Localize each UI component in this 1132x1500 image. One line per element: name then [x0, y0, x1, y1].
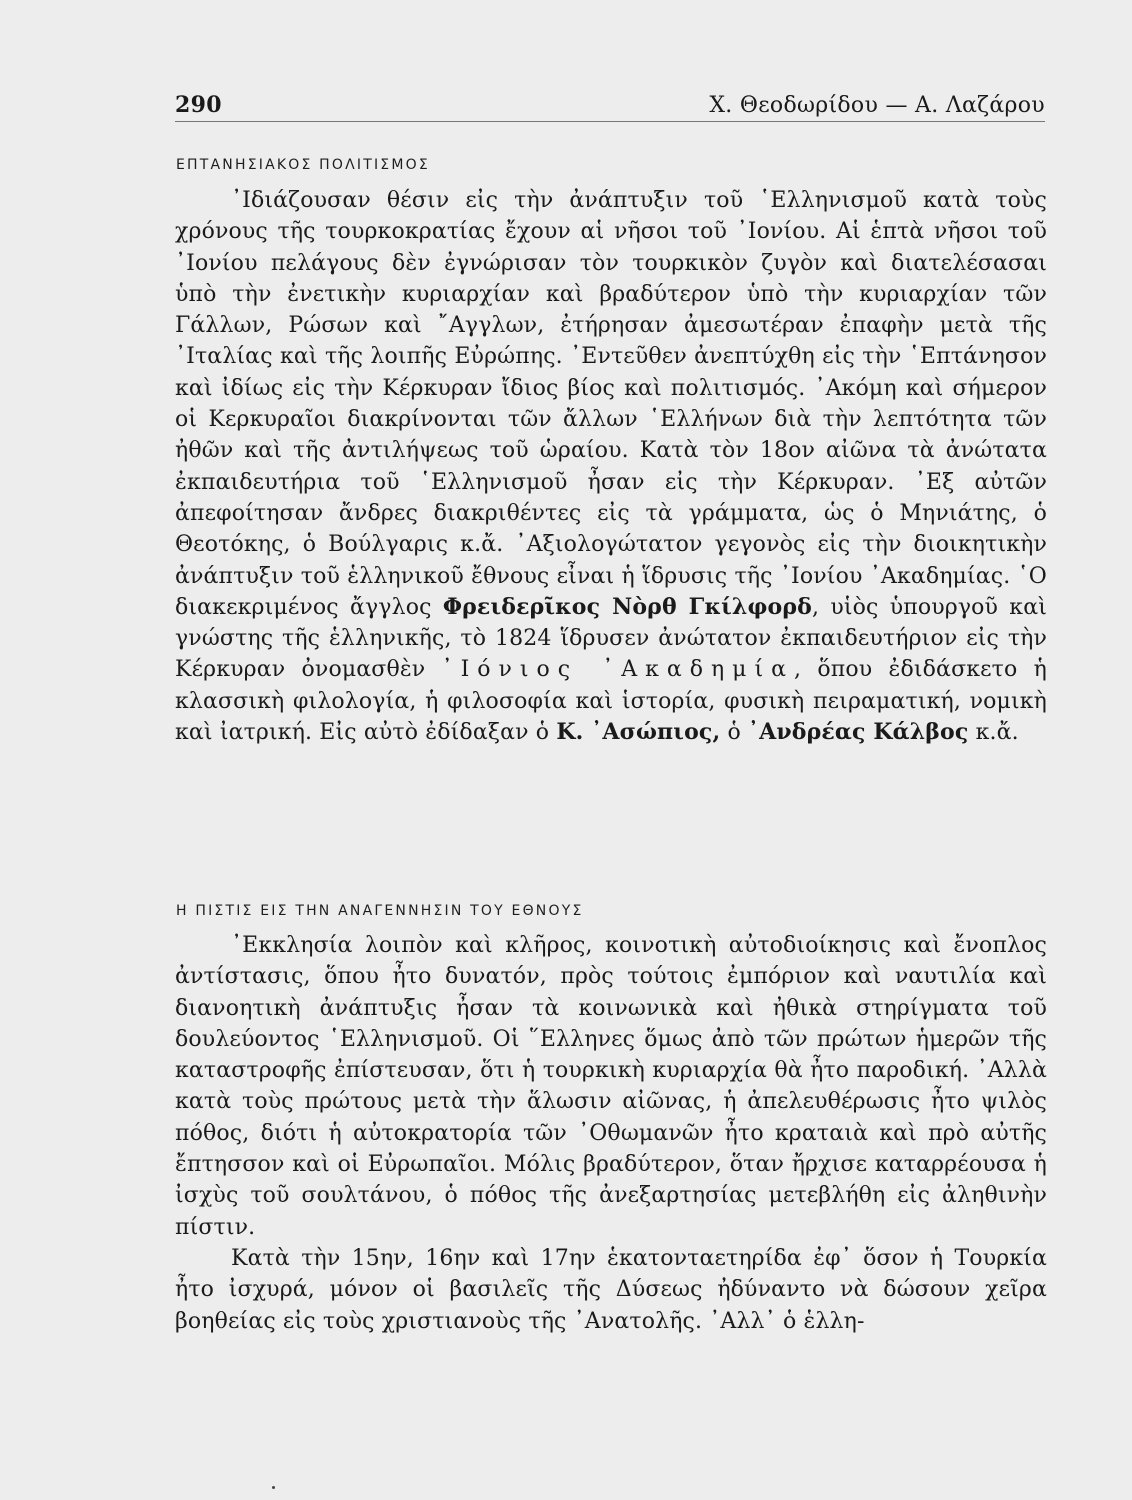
page-number: 290	[175, 92, 222, 118]
paragraph: ᾿Εκκλησία λοιπὸν καὶ κλῆρος, κοινοτικὴ αὐτοδιοίκησις καὶ ἔνοπλος ἀντίστασις, ὅπου ἦτο δυνατόν, πρὸς τούτοις ἐμπόριον καὶ ναυτιλία καὶ διανοητικὴ ἀνάπτυξις ἦσαν τὰ κοινωνικὰ καὶ ἠθικὰ στηρίγματα τοῦ δουλεύοντος ῾Ελληνισμοῦ. Οἱ ῞Ελληνες ὅμως ἀπὸ τῶν πρώτων ἡμερῶν τῆς καταστροφῆς ἐπίστευσαν, ὅτι ἡ τουρκικὴ κυριαρχία θὰ ἦτο παροδική. ᾿Αλλὰ κατὰ τοὺς πρώτους μετὰ τὴν ἅλωσιν αἰῶνας, ἡ ἀπελευθέρωσις ἦτο ψιλὸς πόθος, διότι ἡ αὐτοκρατορία τῶν ᾿Οθωμανῶν ἦτο κραταιὰ καὶ πρὸ αὐτῆς ἔπτησσον καὶ οἱ Εὐρωπαῖοι. Μόλις βραδύτερον, ὅταν ἤρχισε καταρρέουσα ἡ ἰσχὺς τοῦ σουλτάνου, ὁ πόθος τῆς ἀνεξαρτησίας μετεβλήθη εἰς ἀληθινὴν πίστιν.	[175, 933, 1047, 1240]
paragraph-text: , ὅπου ἐδιδάσκετο ἡ κλασσικὴ φιλολογία, ἡ φιλοσοφία καὶ ἱστορία, φυσικὴ πειραματική, νομικὴ καὶ ἰατρική. Εἰς αὐτὸ ἐδίδαξαν ὁ	[175, 657, 1047, 746]
paragraph	[175, 185, 1047, 748]
section-body-pistis	[175, 930, 1047, 1337]
page-header	[175, 84, 1045, 118]
header-rule	[175, 121, 1045, 122]
bold-name-guilford: Φρειδερῖκος Νὸρθ Γκίλφορδ	[442, 593, 812, 620]
paragraph-text: ᾿Ιδιάζουσαν θέσιν εἰς τὴν ἀνάπτυξιν τοῦ ῾Ελληνισμοῦ κατὰ τοὺς χρόνους τῆς τουρκοκρατίας ἔχουν αἱ νῆσοι τοῦ ᾿Ιονίου. Αἱ ἑπτὰ νῆσοι τοῦ ᾿Ιονίου πελάγους δὲν ἐγνώρισαν τὸν τουρκικὸν ζυγὸν καὶ διατελέσασαι ὑπὸ τὴν ἐνετικὴν κυριαρχίαν καὶ βραδύτερον ὑπὸ τὴν κυριαρχίαν τῶν Γάλλων, Ρώσων καὶ ῎Αγγλων, ἐτήρησαν ἀμεσωτέραν ἐπαφὴν μετὰ τῆς ᾿Ιταλίας καὶ τῆς λοιπῆς Εὐρώπης. ᾿Εντεῦθεν ἀνεπτύχθη εἰς τὴν ῾Επτάνησον καὶ ἰδίως εἰς τὴν Κέρκυραν ἴδιος βίος καὶ πολιτισμός. ᾿Ακόμη καὶ σήμερον οἱ Κερκυραῖοι διακρίνονται τῶν ἄλλων ῾Ελλήνων διὰ τὴν λεπτότητα τῶν ἠθῶν καὶ τῆς ἀντιλήψεως τοῦ ὡραίου. Κατὰ τὸν 18ον αἰῶνα τὰ ἀνώτατα ἐκπαιδευτήρια τοῦ ῾Ελληνισμοῦ ἦσαν εἰς τὴν Κέρκυραν. ᾿Εξ αὐτῶν ἀπεφοίτησαν ἄνδρες διακριθέντες εἰς τὰ γράμματα, ὡς ὁ Μηνιάτης, ὁ Θεοτόκης, ὁ Βούλγαρις κ.ἄ. ᾿Αξιολογώτατον γεγονὸς εἰς τὴν διοικητικὴν ἀνάπτυξιν τοῦ ἑλληνικοῦ ἔθνους εἶναι ἡ ἵδρυσις τῆς ᾿Ιονίου ᾿Ακαδημίας. ῾Ο διακεκριμένος ἄγγλος	[175, 188, 1047, 620]
paragraph: Κατὰ τὴν 15ην, 16ην καὶ 17ην ἑκατονταετηρίδα ἐφ᾿ ὅσον ἡ Τουρκία ἦτο ἰσχυρά, μόνον οἱ βασιλεῖς τῆς Δύσεως ἠδύναντο νὰ δώσουν χεῖρα βοηθείας εἰς τοὺς χριστιανοὺς τῆς ᾿Ανατολῆς. ᾿Αλλ᾿ ὁ ἑλλη-	[175, 1245, 1047, 1334]
academy-name-spaced: ᾿Ιόνιος ᾿Ακαδημία	[441, 657, 794, 683]
paragraph-text: , υἱὸς ὑπουργοῦ καὶ γνώστης τῆς ἑλληνικῆς, τὸ 1824 ἵδρυσεν ἀνώτατον ἐκπαιδευτήριον εἰς τὴν Κέρκυραν ὀνομασθὲν	[175, 594, 1047, 683]
running-head: Χ. Θεοδωρίδου — Α. Λαζάρου	[709, 93, 1045, 118]
bold-name-asopios: Κ. ᾿Ασώπιος,	[556, 719, 721, 746]
print-speck	[272, 1486, 275, 1489]
paragraph-text: ὁ	[727, 720, 741, 746]
paragraph-text: κ.ἄ.	[975, 720, 1019, 746]
section-body-eptanisiakos	[175, 185, 1047, 748]
bold-name-kalvos: ᾿Ανδρέας Κάλβος	[748, 719, 969, 746]
section-heading-eptanisiakos: ΕΠΤΑΝΗΣΙΑΚΟΣ ΠΟΛΙΤΙΣΜΟΣ	[176, 157, 430, 173]
section-heading-pistis: Η ΠΙΣΤΙΣ ΕΙΣ ΤΗΝ ΑΝΑΓΕΝΝΗΣΙΝ ΤΟΥ ΕΘΝΟΥΣ	[176, 903, 584, 919]
